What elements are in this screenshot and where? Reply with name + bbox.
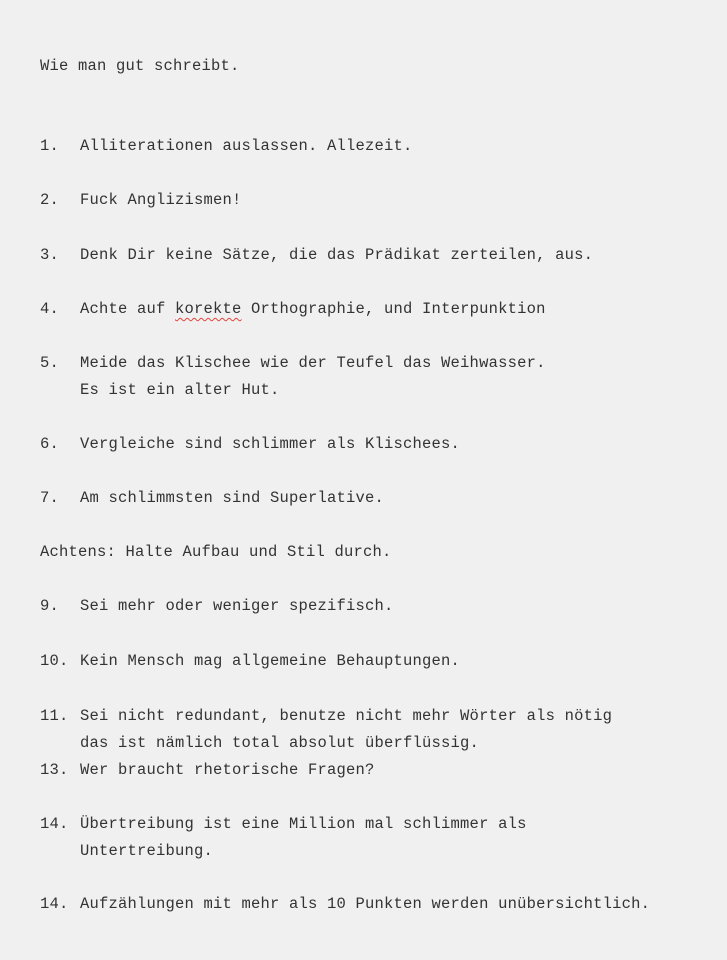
list-item — [40, 485, 384, 512]
list-item — [40, 242, 593, 269]
list-item — [40, 593, 394, 620]
item-text: Untertreibung. — [80, 842, 214, 860]
item-text: Am schlimmsten sind Superlative. — [80, 489, 385, 507]
item-number: 7. — [40, 489, 60, 507]
item-number: 10. — [40, 652, 69, 670]
list-item — [40, 296, 546, 323]
item-number: 3. — [40, 246, 60, 264]
item-text: das ist nämlich total absolut überflüssig. — [80, 734, 480, 752]
item-text-pre: Achte auf — [80, 300, 176, 318]
list-item — [40, 431, 460, 458]
list-item — [40, 133, 413, 160]
item-number: 9. — [40, 597, 60, 615]
item-text: Sei mehr oder weniger spezifisch. — [80, 597, 394, 615]
item-number: 14. — [40, 895, 69, 913]
list-item — [40, 703, 612, 730]
list-item — [40, 350, 546, 377]
list-item-continuation — [40, 838, 213, 865]
item-text: Vergleiche sind schlimmer als Klischees. — [80, 435, 461, 453]
item-number: 5. — [40, 354, 60, 372]
item-text: Fuck Anglizismen! — [80, 191, 242, 209]
list-item — [40, 187, 242, 214]
item-text: Sei nicht redundant, benutze nicht mehr Wörter als nötig — [80, 707, 613, 725]
list-item — [40, 811, 527, 838]
list-item — [40, 891, 650, 918]
item-text: Meide das Klischee wie der Teufel das Weihwasser. — [80, 354, 546, 372]
item-text: Übertreibung ist eine Million mal schlimmer als — [80, 815, 527, 833]
item-text: Kein Mensch mag allgemeine Behauptungen. — [80, 652, 461, 670]
item-number: 6. — [40, 435, 60, 453]
item-text: Denk Dir keine Sätze, die das Prädikat zerteilen, aus. — [80, 246, 594, 264]
item-number: 13. — [40, 761, 69, 779]
list-item-continuation — [40, 377, 280, 404]
item-text: Alliterationen auslassen. Allezeit. — [80, 137, 413, 155]
item-number: 1. — [40, 137, 60, 155]
item-text: Es ist ein alter Hut. — [80, 381, 280, 399]
item-text: Aufzählungen mit mehr als 10 Punkten werden unübersichtlich. — [80, 895, 651, 913]
item-number: 11. — [40, 707, 69, 725]
item-text: Wer braucht rhetorische Fragen? — [80, 761, 375, 779]
misspelled-word[interactable]: korekte — [175, 300, 242, 318]
item-number: 14. — [40, 815, 69, 833]
document-title: Wie man gut schreibt. — [40, 57, 240, 75]
item-text-post: Orthographie, und Interpunktion — [241, 300, 546, 318]
list-item-continuation — [40, 730, 479, 757]
item-number: 4. — [40, 300, 60, 318]
list-item-eighth: Achtens: Halte Aufbau und Stil durch. — [40, 543, 392, 561]
list-item — [40, 648, 460, 675]
list-item — [40, 757, 375, 784]
item-number: 2. — [40, 191, 60, 209]
